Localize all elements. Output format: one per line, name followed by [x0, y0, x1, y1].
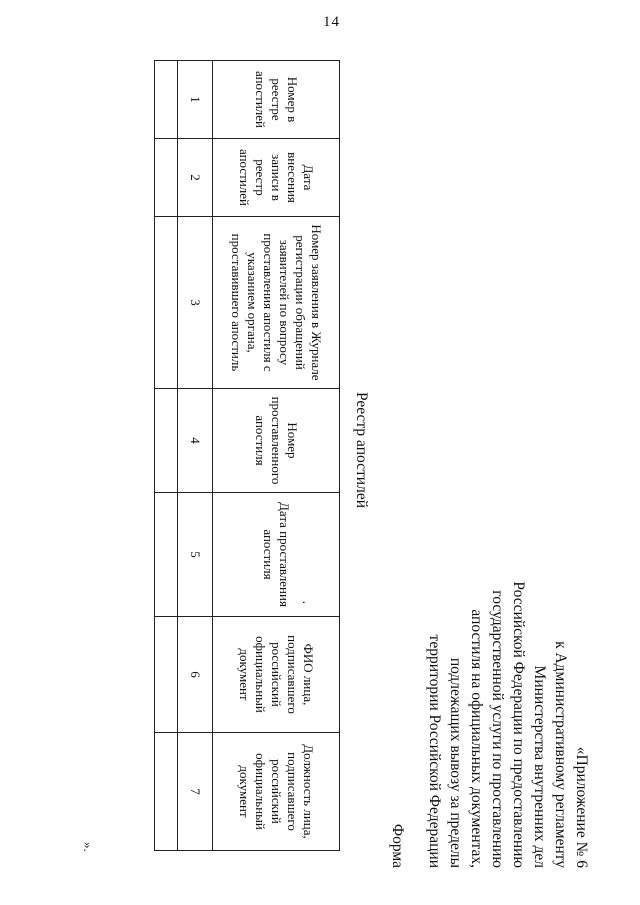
apostille-register-table [154, 60, 340, 851]
table-empty-row [155, 61, 178, 851]
header-cell: Номер заявления в Журнале регистрации обращений заявителей по вопросу проставления апостиля с указанием органа, проставившего апостиль [213, 217, 340, 389]
annex-line: подлежащих вывозу за пределы [447, 657, 464, 868]
annex-line: к Административному регламенту [552, 641, 569, 868]
empty-cell [155, 493, 178, 617]
empty-cell [155, 217, 178, 389]
annex-line: Министерства внутренних дел [531, 665, 548, 868]
table-number-row [178, 61, 213, 851]
page-number: 14 [323, 14, 340, 30]
closing-quote: ». [81, 842, 96, 852]
annex-line: Российской Федерации по предоставлению [510, 581, 527, 868]
rotated-form [12, 20, 634, 898]
column-number: 3 [178, 217, 213, 389]
annex-line: государственной услуги по проставлению [489, 590, 506, 868]
empty-cell [155, 389, 178, 493]
empty-cell [155, 61, 178, 139]
header-cell: Должность лица, подписавшего российский официальный документ [213, 733, 340, 851]
column-number: 7 [178, 733, 213, 851]
annex-header [424, 448, 592, 868]
stray-mark: · [295, 600, 310, 605]
column-number: 6 [178, 617, 213, 733]
table-header-row [213, 61, 340, 851]
empty-cell [155, 617, 178, 733]
column-number: 4 [178, 389, 213, 493]
annex-line: территории Российской Федерации [426, 634, 443, 868]
column-number: 1 [178, 61, 213, 139]
column-number: 5 [178, 493, 213, 617]
header-cell: Номер проставленного апостиля [213, 389, 340, 493]
register-title: Реестр апостилей [353, 392, 370, 508]
header-cell: ФИО лица, подписавшего российский официальный документ [213, 617, 340, 733]
header-cell: Дата проставления апостиля [213, 493, 340, 617]
header-cell: Дата внесения записи в реестр апостилей [213, 139, 340, 217]
empty-cell [155, 733, 178, 851]
form-label: Форма [389, 823, 406, 868]
annex-line: «Приложение № 6 [573, 746, 590, 868]
annex-line: апостиля на официальных документах, [468, 609, 485, 868]
header-cell: Номер в реестре апостилей [213, 61, 340, 139]
empty-cell [155, 139, 178, 217]
column-number: 2 [178, 139, 213, 217]
